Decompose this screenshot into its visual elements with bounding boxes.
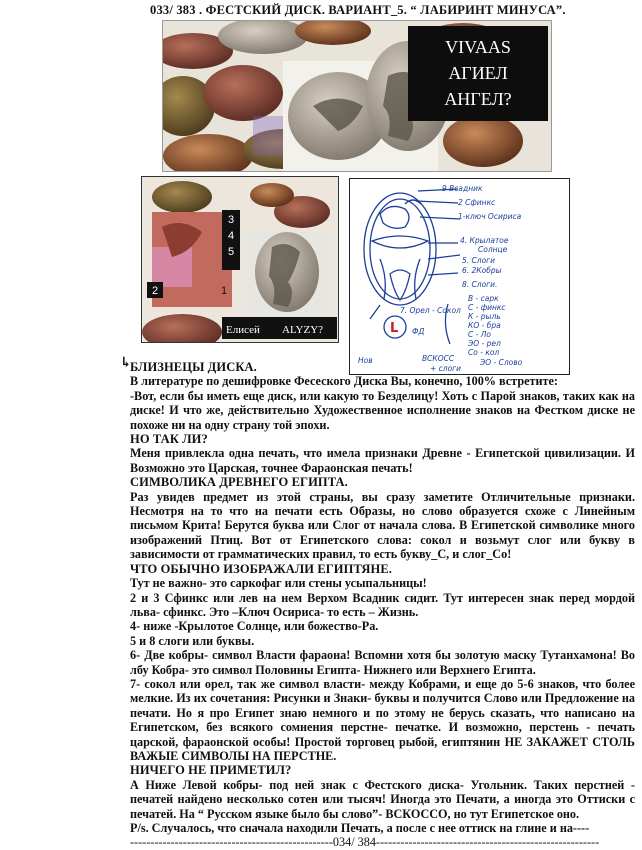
sketch-label-vskosso: ВСКОСС (422, 354, 455, 363)
paragraph-12: P/s. Случалось, что сначала находили Печать, а после с нее оттиск на глине и на---- (130, 821, 590, 835)
seal-number-4: 4 (227, 230, 235, 242)
hand-sketch (349, 178, 570, 375)
caption-elisey: Елисей (226, 324, 260, 336)
paragraph-8: 5 и 8 слоги или буквы. (130, 633, 255, 648)
paragraph-11: А Ниже Левой кобры- под ней знак с Фестского диска- Угольник. Таких перстней - печатей найдено несколько сотен или тысяч! Иногда это Печати, а иногда это Оттиски с печатей. На “ Русском языке было бы слово”- ВСКОССО, но тут Египетское оно. (130, 777, 635, 821)
sketch-label-cobras: 6. 2Кобры (462, 266, 502, 275)
paragraph-3: Меня привлекла одна печать, что имела признаки Древне - Египетской цивилизации. И Возможно это Царская, точнее Фараонская печать! (130, 446, 635, 475)
seals-photo-left-illustration (142, 177, 338, 342)
sketch-label-eo: ЭО - рел (468, 339, 501, 348)
hand-sketch-drawing (350, 179, 569, 374)
seals-photo-left (141, 176, 339, 343)
sketch-label-winged: 4. Крылатое (460, 236, 509, 245)
sketch-signature: Нов (358, 356, 373, 365)
sketch-label-fd: ФД (412, 327, 425, 336)
heading-depicted: ЧТО ОБЫЧНО ИЗОБРАЖАЛИ ЕГИПТЯНЕ. (130, 561, 393, 576)
label-line-3: АНГЕЛ? (444, 89, 512, 109)
sketch-label-syllables-5: 5. Слоги (462, 256, 495, 265)
sketch-label-plus-syllables: + слоги (430, 364, 461, 373)
page-footer: --------------------------------------------------034/ 384------------------------------------------------------- (130, 835, 600, 850)
heading-twins: БЛИЗНЕЦЫ ДИСКА. (130, 360, 257, 374)
article-body (120, 356, 635, 850)
paragraph-1: В литературе по дешифровке Фесеского Диска Вы, конечно, 100% встретите: (130, 374, 558, 389)
sketch-label-falcon: 7. Орел - Сокол (400, 306, 461, 315)
sketch-label-osiris-key: 1-ключ Осириса (458, 212, 522, 221)
arrow-icon: ↳ (120, 356, 132, 371)
angle-symbol-icon: L (390, 321, 399, 336)
sketch-label-slo: С - Ло (468, 330, 491, 339)
sketch-label-v: В - сарк (468, 294, 499, 303)
seal-number-3: 3 (227, 214, 235, 226)
sketch-label-horseman: 9 Всадник (442, 184, 483, 193)
paragraph-7: 4- ниже -Крылотое Солнце, или божество-Ра. (130, 619, 379, 634)
sketch-label-ko: КО - бра (468, 321, 501, 330)
seal-number-5: 5 (227, 246, 235, 258)
caption-alyzy: ALYZY? (282, 324, 324, 336)
sketch-label-sphinx: 2 Сфинкс (458, 198, 496, 207)
sketch-label-s: С - финкс (468, 303, 506, 312)
label-line-1: VIVAAS (445, 37, 511, 57)
seal-number-1: 1 (220, 285, 228, 297)
heading-noticed: НИЧЕГО НЕ ПРИМЕТИЛ? (130, 763, 292, 778)
page-header: 033/ 383 . ФЕСТСКИЙ ДИСК. ВАРИАНТ_5. “ ЛАБИРИНТ МИНУСА”. (150, 3, 566, 17)
paragraph-4: Раз увидев предмет из этой страны, вы сразу заметите Отличительные признаки. Несмотря на то что на печати есть Образы, но слово образуется схоже с Линейным письмом Крита! Берутся буква или Слог от начала слова. В Египетской символике много изображений Птиц. Вот от Египетского слова: сокол и возьмут слог или букву в зависимости от грамматических правил, то есть букву_С, и слог_Со! (130, 489, 635, 562)
paragraph-9: 6- Две кобры- символ Власти фараона! Вспомни хотя бы золотую маску Тутанхамона! Во лбу Кобра- это символ Половины Египта- Нижнего или Верхнего Египта. (130, 648, 635, 677)
paragraph-6: 2 и 3 Сфинкс или лев на нем Верхом Всадник сидит. Тут интересен знак перед мордой льва- сфинкс. Это –Ключ Осириса- то есть – Жизнь. (130, 590, 635, 619)
seal-number-2: 2 (151, 285, 159, 297)
paragraph-10: 7- сокол или орел, так же символ власти- между Кобрами, и еще до 5-6 знаков, что более мелкие. Из их сочетания: Рисунки и Знаки- буквы и получится Слово или Предложение на печати. Но я про Египет знаю немного и по этому не берусь сказать, что написано на Египетском, без всякого сомнения перстне- печатке. И возможно, перстень - печать царской, фараонской особы! Простой торговец рыбой, египтянин НЕ ЗАКАЖЕТ СТОЛЬ ВАЖЫЕ СИМВОЛЫ НА ПЕРСТНЕ. (130, 676, 635, 763)
label-line-2: АГИЕЛ (448, 63, 508, 83)
seals-photo-top (162, 20, 552, 172)
sketch-label-so: Со - кол (468, 348, 500, 357)
paragraph-2: -Вот, если бы иметь еще диск, или какую то Безделицу! Хоть с Парой знаков, таких как на диске! И что же, действительно Художественное исполнение знаков на Фестком диске не похоже ни на одну страну той эпохи. (130, 388, 635, 432)
paragraph-5: Тут не важно- это саркофаг или стены усыпальницы! (130, 576, 427, 591)
heading-symbolism: СИМВОЛИКА ДРЕВНЕГО ЕГИПТА. (130, 475, 348, 490)
heading-is-it-so: НО ТАК ЛИ? (130, 432, 208, 447)
sketch-label-k: К - рыль (468, 312, 501, 321)
sketch-label-word: ЭО - Слово (480, 358, 523, 367)
sketch-label-syllables-8: 8. Слоги. (462, 280, 498, 289)
seals-photo-illustration (163, 21, 551, 171)
sketch-label-sun: Солнце (478, 245, 508, 254)
